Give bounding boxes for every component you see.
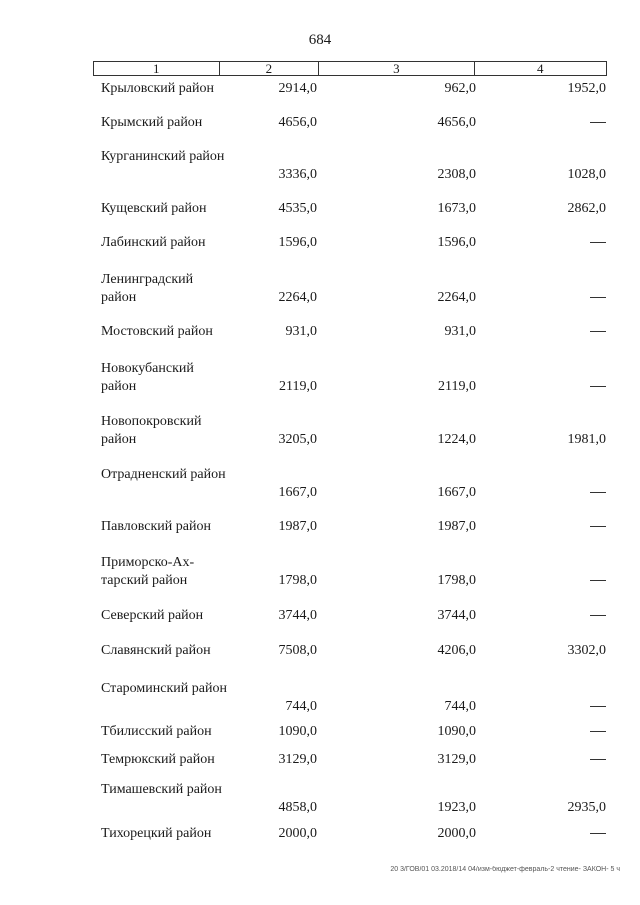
district-name: Кущевский район — [101, 201, 207, 216]
value-v2: 744,0 — [285, 699, 317, 714]
district-name: Ленинградский район — [101, 272, 194, 305]
value-v2: 2914,0 — [278, 81, 317, 96]
value-v2: 3744,0 — [278, 608, 317, 623]
empty-dash — [520, 518, 606, 536]
value-v2: 2119,0 — [279, 379, 317, 394]
value-v2: 7508,0 — [278, 643, 317, 658]
value-v3: 2308,0 — [437, 167, 476, 182]
value-v2: 3336,0 — [278, 167, 317, 182]
dash-mark — [590, 492, 606, 493]
value-v2: 2264,0 — [278, 290, 317, 305]
value-v3: 2000,0 — [437, 826, 476, 841]
header-col-4: 4 — [537, 61, 544, 76]
header-col-1: 1 — [94, 62, 220, 75]
empty-dash — [520, 723, 606, 741]
empty-dash — [520, 607, 606, 625]
dash-mark — [590, 833, 606, 834]
header-col-2: 2 — [220, 62, 320, 75]
value-v4: 1028,0 — [567, 167, 606, 182]
value-v4: 1981,0 — [567, 432, 606, 447]
value-v3: 744,0 — [444, 699, 476, 714]
dash-mark — [590, 386, 606, 387]
district-name: Лабинский район — [101, 235, 206, 250]
empty-dash — [520, 825, 606, 843]
dash-mark — [590, 759, 606, 760]
dash-mark — [590, 615, 606, 616]
value-v4: 2862,0 — [567, 201, 606, 216]
value-v2: 4535,0 — [278, 201, 317, 216]
footer-path: 20 3/ГОВ/01 03.2018/14 04/изм-бюджет-февраль-2 чтение- ЗАКОН- 5 ч — [390, 866, 620, 873]
dash-mark — [590, 331, 606, 332]
district-name: Приморско-Ах- тарский район — [101, 555, 195, 588]
dash-mark — [590, 122, 606, 123]
empty-dash — [520, 289, 606, 307]
value-v4: 1952,0 — [567, 81, 606, 96]
value-v3: 1987,0 — [437, 519, 476, 534]
value-v4: 2935,0 — [567, 800, 606, 815]
dash-mark — [590, 242, 606, 243]
page-number: 684 — [308, 32, 332, 48]
dash-mark — [590, 580, 606, 581]
value-v2: 1090,0 — [278, 724, 317, 739]
value-v4: 3302,0 — [567, 643, 606, 658]
empty-dash — [520, 234, 606, 252]
district-name: Тимашевский район — [101, 782, 222, 797]
district-name: Тбилисский район — [101, 724, 212, 739]
district-name: Староминский район — [101, 681, 227, 696]
district-name: Северский район — [101, 608, 204, 623]
dash-mark — [590, 526, 606, 527]
value-v3: 931,0 — [444, 324, 476, 339]
district-name: Новопокровский район — [101, 414, 202, 447]
empty-dash — [520, 484, 606, 502]
value-v2: 3205,0 — [278, 432, 317, 447]
table-header — [93, 61, 607, 76]
district-name: Мостовский район — [101, 324, 213, 339]
district-name: Павловский район — [101, 519, 211, 534]
empty-dash — [520, 114, 606, 132]
district-name: Славянский район — [101, 643, 211, 658]
value-v3: 1596,0 — [437, 235, 476, 250]
value-v3: 1923,0 — [437, 800, 476, 815]
value-v3: 1673,0 — [437, 201, 476, 216]
value-v3: 2119,0 — [438, 379, 476, 394]
empty-dash — [520, 572, 606, 590]
value-v2: 1798,0 — [278, 573, 317, 588]
value-v3: 1798,0 — [437, 573, 476, 588]
value-v2: 1596,0 — [278, 235, 317, 250]
dash-mark — [590, 297, 606, 298]
empty-dash — [520, 698, 606, 716]
value-v2: 931,0 — [285, 324, 317, 339]
value-v3: 4656,0 — [437, 115, 476, 130]
value-v3: 962,0 — [444, 81, 476, 96]
value-v3: 4206,0 — [437, 643, 476, 658]
value-v3: 3129,0 — [437, 752, 476, 767]
value-v2: 2000,0 — [278, 826, 317, 841]
value-v2: 1987,0 — [278, 519, 317, 534]
dash-mark — [590, 706, 606, 707]
value-v3: 3744,0 — [437, 608, 476, 623]
value-v3: 2264,0 — [437, 290, 476, 305]
empty-dash — [520, 323, 606, 341]
value-v3: 1224,0 — [437, 432, 476, 447]
value-v2: 4656,0 — [278, 115, 317, 130]
empty-dash — [520, 751, 606, 769]
district-name: Новокубанский район — [101, 361, 194, 394]
district-name: Темрюкский район — [101, 752, 215, 767]
empty-dash — [520, 378, 606, 396]
value-v2: 1667,0 — [278, 485, 317, 500]
district-name: Тихорецкий район — [101, 826, 212, 841]
value-v3: 1090,0 — [437, 724, 476, 739]
district-name: Отрадненский район — [101, 467, 226, 482]
district-name: Крыловский район — [101, 81, 214, 96]
value-v2: 3129,0 — [278, 752, 317, 767]
value-v3: 1667,0 — [437, 485, 476, 500]
value-v2: 4858,0 — [278, 800, 317, 815]
district-name: Курганинский район — [101, 149, 225, 164]
district-name: Крымский район — [101, 115, 203, 130]
dash-mark — [590, 731, 606, 732]
header-col-3: 3 — [319, 62, 474, 75]
